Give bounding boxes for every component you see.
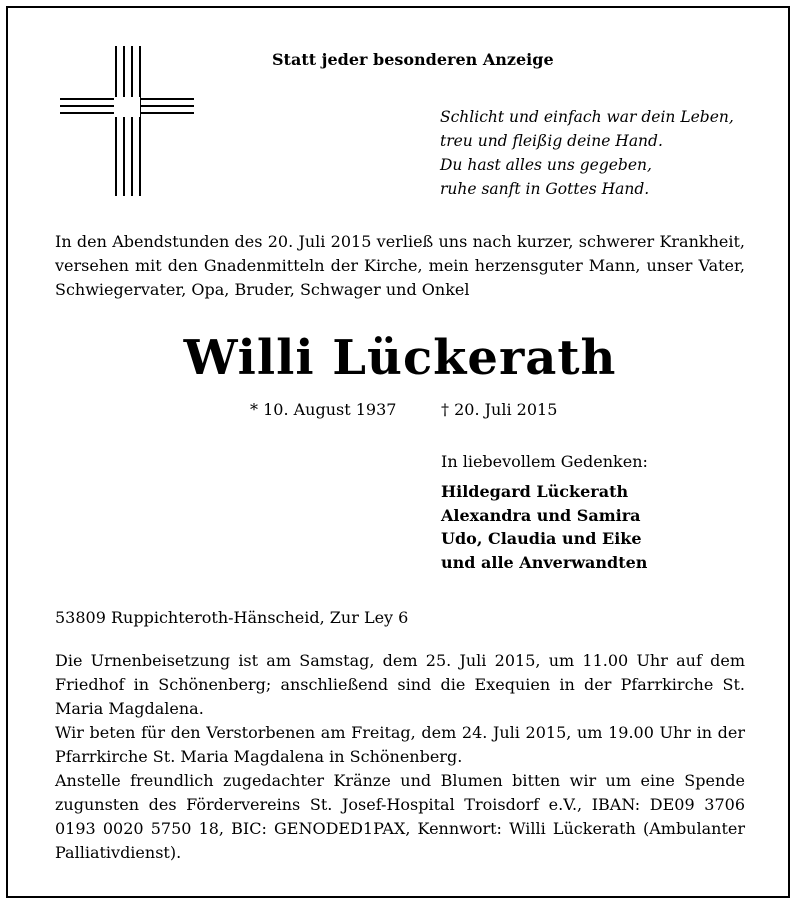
family-member: Alexandra und Samira bbox=[441, 505, 641, 525]
funeral-text: Die Urnenbeisetzung ist am Samstag, dem 25. Juli 2015, um 11.00 Uhr auf dem Friedhof in Schönenberg; anschließend sind die Exequien in der Pfarrkirche St. Maria Magdalena. bbox=[55, 651, 745, 718]
family-list bbox=[441, 480, 647, 574]
notice-header: Statt jeder besonderen Anzeige bbox=[272, 50, 554, 69]
deceased-name: Willi Lückerath bbox=[183, 330, 617, 386]
family-member: und alle Anverwandten bbox=[441, 552, 648, 572]
mass-text: Wir beten für den Verstorbenen am Freitag, dem 24. Juli 2015, um 19.00 Uhr in der Pfarrkirche St. Maria Magdalena in Schönenberg. bbox=[55, 723, 745, 766]
death-date: † 20. Juli 2015 bbox=[441, 400, 558, 419]
donation-text: Anstelle freundlich zugedachter Kränze und Blumen bitten wir um eine Spende zugunsten des Fördervereins St. Josef-Hospital Troisdorf e.V., IBAN: DE09 3706 0193 0020 5750 18, BIC: GENODED1PAX, Kennwort: Willi Lückerath (Ambulanter Palliativdienst). bbox=[55, 771, 745, 862]
intro-text: In den Abendstunden des 20. Juli 2015 verließ uns nach kurzer, schwerer Krankheit, versehen mit den Gnadenmitteln der Kirche, mein herzensguter Mann, unser Vater, Schwiegervater, Opa, Bruder, Schwager und Onkel bbox=[55, 232, 745, 299]
poem-line: Schlicht und einfach war dein Leben, bbox=[440, 108, 734, 126]
cross-icon bbox=[60, 46, 194, 196]
family-member: Hildegard Lückerath bbox=[441, 482, 629, 501]
poem-line: treu und fleißig deine Hand. bbox=[440, 132, 663, 150]
poem-line: ruhe sanft in Gottes Hand. bbox=[440, 180, 650, 198]
address: 53809 Ruppichteroth-Hänscheid, Zur Ley 6 bbox=[55, 608, 409, 627]
poem-line: Du hast alles uns gegeben, bbox=[440, 156, 652, 174]
memory-line: In liebevollem Gedenken: bbox=[441, 452, 648, 471]
birth-date: * 10. August 1937 bbox=[250, 400, 397, 419]
family-member: Udo, Claudia und Eike bbox=[441, 529, 642, 548]
poem bbox=[440, 105, 734, 201]
